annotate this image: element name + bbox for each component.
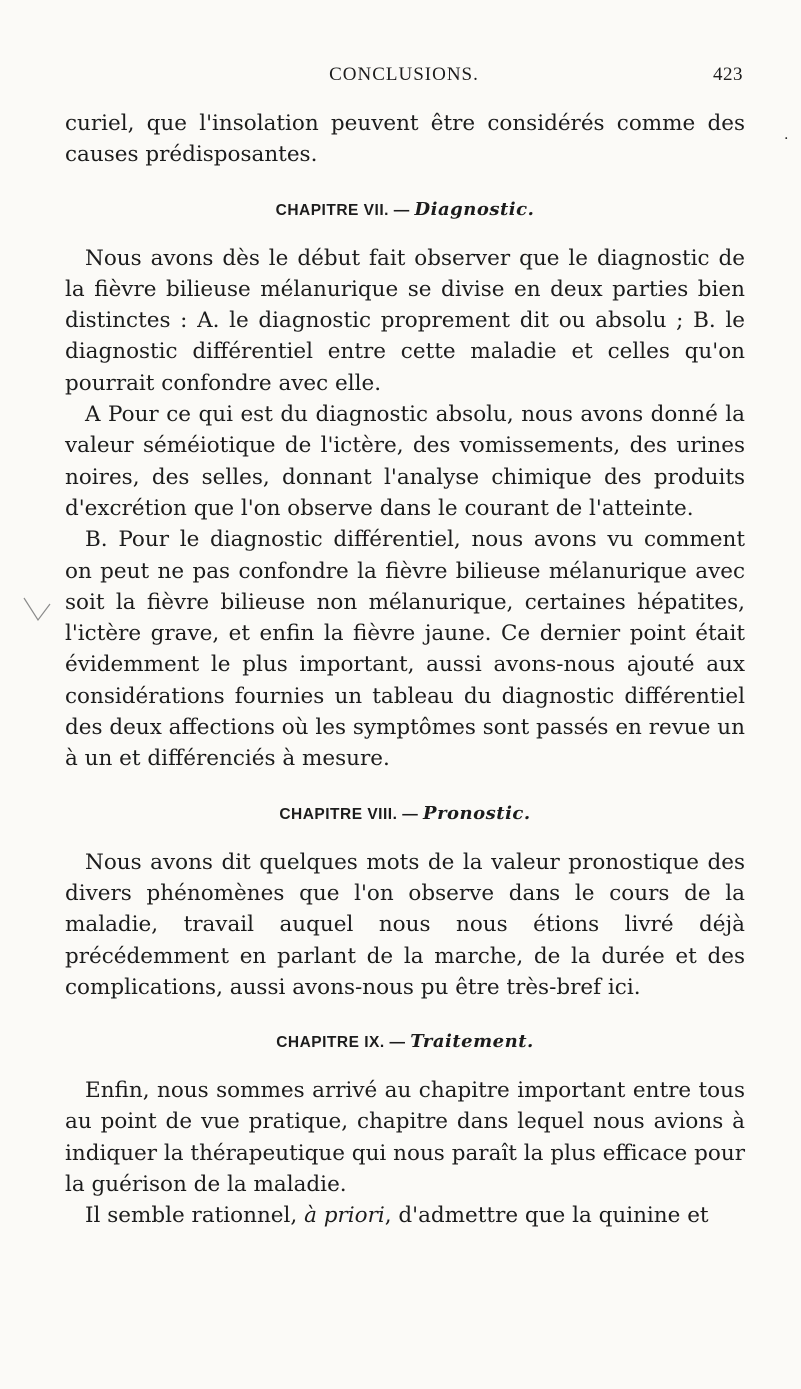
text-run: , d'admettre que la quinine et bbox=[384, 1203, 709, 1229]
paragraph-continuation: curiel, que l'insolation peuvent être considérés comme des causes prédisposantes. bbox=[65, 111, 745, 168]
page-number: 423 bbox=[713, 64, 743, 85]
running-title: CONCLUSIONS. bbox=[329, 64, 479, 85]
running-head bbox=[65, 64, 743, 92]
paragraph: Nous avons dès le début fait observer que le diagnostic de la fièvre bilieuse mélanurique se divise en deux parties bien distinctes : A. le diagnostic proprement dit ou absolu ; B. le diagnostic différentiel entre cette maladie et celles qu'on pourrait confondre avec elle. bbox=[65, 245, 745, 396]
chapter-number: CHAPITRE IX. — bbox=[276, 1034, 411, 1052]
chapter-title: Traitement. bbox=[410, 1031, 534, 1053]
paragraph: B. Pour le diagnostic différentiel, nous avons vu comment on peut ne pas confondre la fièvre bilieuse mélanurique avec soit la fièvre bilieuse non mélanurique, certaines hépatites, l'ictère grave, et enfin la fièvre jaune. Ce dernier point était évidemment le plus important, aussi avons-nous ajouté aux considérations fournies un tableau du diagnostic différentiel des deux affections où les symptômes sont passés en revue un à un et différenciés à mesure. bbox=[65, 527, 745, 772]
chapter-title: Diagnostic. bbox=[414, 198, 535, 220]
text-run: Il semble rationnel, bbox=[85, 1203, 305, 1229]
chapter-heading-viii bbox=[65, 802, 745, 827]
paragraph: A Pour ce qui est du diagnostic absolu, nous avons donné la valeur séméiotique de l'ictère, des vomissements, des urines noires, des selles, donnant l'analyse chimique des produits d'excrétion que l'on observe dans le courant de l'atteinte. bbox=[65, 402, 745, 521]
chapter-title: Pronostic. bbox=[423, 802, 531, 824]
paragraph bbox=[65, 1200, 745, 1231]
body-text bbox=[65, 108, 745, 1232]
check-stroke-icon bbox=[22, 596, 52, 626]
chapter-heading-ix bbox=[65, 1030, 745, 1055]
chapter-number: CHAPITRE VIII. — bbox=[279, 805, 424, 823]
chapter-heading-vii bbox=[65, 198, 745, 223]
chapter-number: CHAPITRE VII. — bbox=[275, 201, 415, 219]
paragraph: Enfin, nous sommes arrivé au chapitre important entre tous au point de vue pratique, chapitre dans lequel nous avions à indiquer la thérapeutique qui nous paraît la plus efficace pour la guérison de la maladie. bbox=[65, 1078, 745, 1198]
paragraph: Nous avons dit quelques mots de la valeur pronostique des divers phénomènes que l'on observe dans le cours de la maladie, travail auquel nous nous étions livré déjà précédemment en parlant de la marche, de la durée et des complications, aussi avons-nous pu être très-bref ici. bbox=[65, 849, 745, 1000]
italic-text-run: à priori bbox=[304, 1203, 385, 1229]
margin-dot: . bbox=[784, 127, 789, 143]
